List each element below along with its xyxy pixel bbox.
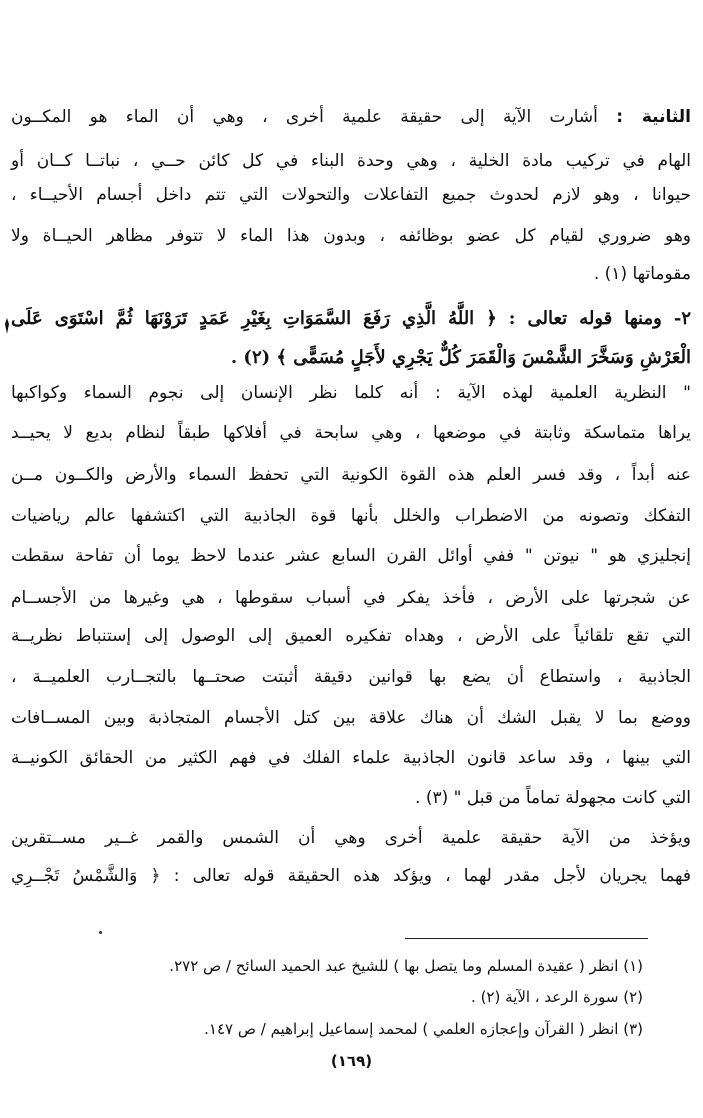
body-line: التي تقع تلقائياً على الأرض ، وهداه تفكيره العميق إلى الوصول إلى إستنباط نظريــة: [11, 626, 691, 646]
quran-verse-line: الْعَرْشِ وَسَخَّرَ الشَّمْسَ وَالْقَمَرَ كُلٌّ يَجْرِي لأَجَلٍ مُسَمًّى ﴾ (٢) .: [230, 347, 691, 368]
quran-verse-line: ٢- ومنها قوله تعالى : ﴿ اللَّهُ الَّذِي رَفَعَ السَّمَوَاتِ بِغَيْرِ عَمَدٍ تَرَوْنَهَا ثُمَّ اسْتَوَى عَلَى: [11, 308, 691, 329]
body-line: عنه أبداً ، وقد فسر العلم هذه القوة الكونية التي تحفظ السماء والأرض والكــون مــن: [11, 465, 691, 485]
body-line: إنجليزي هو " نيوتن " ففي أوائل القرن السابع عشر عندما لاحظ يوما أن تفاحة سقطت: [11, 546, 691, 566]
body-line: مقوماتها (١) .: [593, 264, 691, 284]
body-line: " النظرية العلمية لهذه الآية : أنه كلما نظر الإنسان إلى نجوم السماء وكواكبها: [11, 383, 691, 403]
body-line: عن شجرتها على الأرض ، فأخذ يفكر في أسباب سقوطها ، هي وغيرها من الأجســام: [11, 588, 691, 608]
body-line: الجاذبية ، واستطاع أن يضع بها قوانين دقيقة أثبتت صحتــها بالتجــارب العلميــة ،: [11, 667, 691, 687]
body-line: فهما يجريان لأجل مقدر لهما ، ويؤكد هذه الحقيقة قوله تعالى : ﴿ وَالشَّمْسُ تَجْــرِي: [11, 866, 691, 886]
body-line: التي بينها ، وقد ساعد قانون الجاذبية علماء الفلك في فهم الكثير من الحقائق الكونيــة: [11, 748, 691, 768]
margin-mark: [4, 318, 10, 334]
body-line: التفكك وتصونه من الاضطراب والخلل بأنها قوة الجاذبية التي اكتشفها عالم رياضيات: [11, 506, 691, 526]
footnote: (٣) انظر ( القرآن وإعجازه العلمي ) لمحمد إسماعيل إبراهيم / ص ١٤٧.: [204, 1020, 643, 1038]
body-line: ووضع بما لا يقبل الشك أن هناك علاقة بين كتل الأجسام المتجاذبة وبين المســافات: [11, 708, 691, 728]
body-line: يراها متماسكة وثابتة في موضعها ، وهي سابحة في أفلاكها طبقاً لنظام بديع لا يحيــد: [11, 423, 691, 443]
body-line: الهام في تركيب مادة الخلية ، وهي وحدة البناء في كل كائن حــي ، نباتــا كــان أو: [11, 151, 691, 171]
body-line: ويؤخذ من الآية حقيقة علمية أخرى وهي أن الشمس والقمر غــير مســتقرين: [11, 828, 691, 848]
footnote-separator: [405, 938, 648, 939]
body-line: الثانية : أشارت الآية إلى حقيقة علمية أخرى ، وهي أن الماء هو المكــون: [11, 107, 691, 127]
footnote: (١) انظر ( عقيدة المسلم وما يتصل بها ) للشيخ عبد الحميد السائح / ص ٢٧٢.: [169, 957, 643, 975]
body-line: التي كانت مجهولة تماماً من قبل " (٣) .: [415, 788, 691, 808]
body-line: حيوانا ، وهو لازم لحدوث جميع التفاعلات والتحولات التي تتم داخل أجسام الأحيــاء ،: [11, 185, 691, 205]
footnote: (٢) سورة الرعد ، الآية (٢) .: [471, 988, 643, 1006]
section-lead-label: الثانية :: [616, 107, 691, 127]
stray-dot: [99, 931, 102, 934]
body-line: وهو ضروري لقيام كل عضو بوظائفه ، وبدون هذا الماء لا تتوفر مظاهر الحيــاة ولا: [11, 226, 691, 246]
page-number: (١٦٩): [330, 1052, 373, 1070]
